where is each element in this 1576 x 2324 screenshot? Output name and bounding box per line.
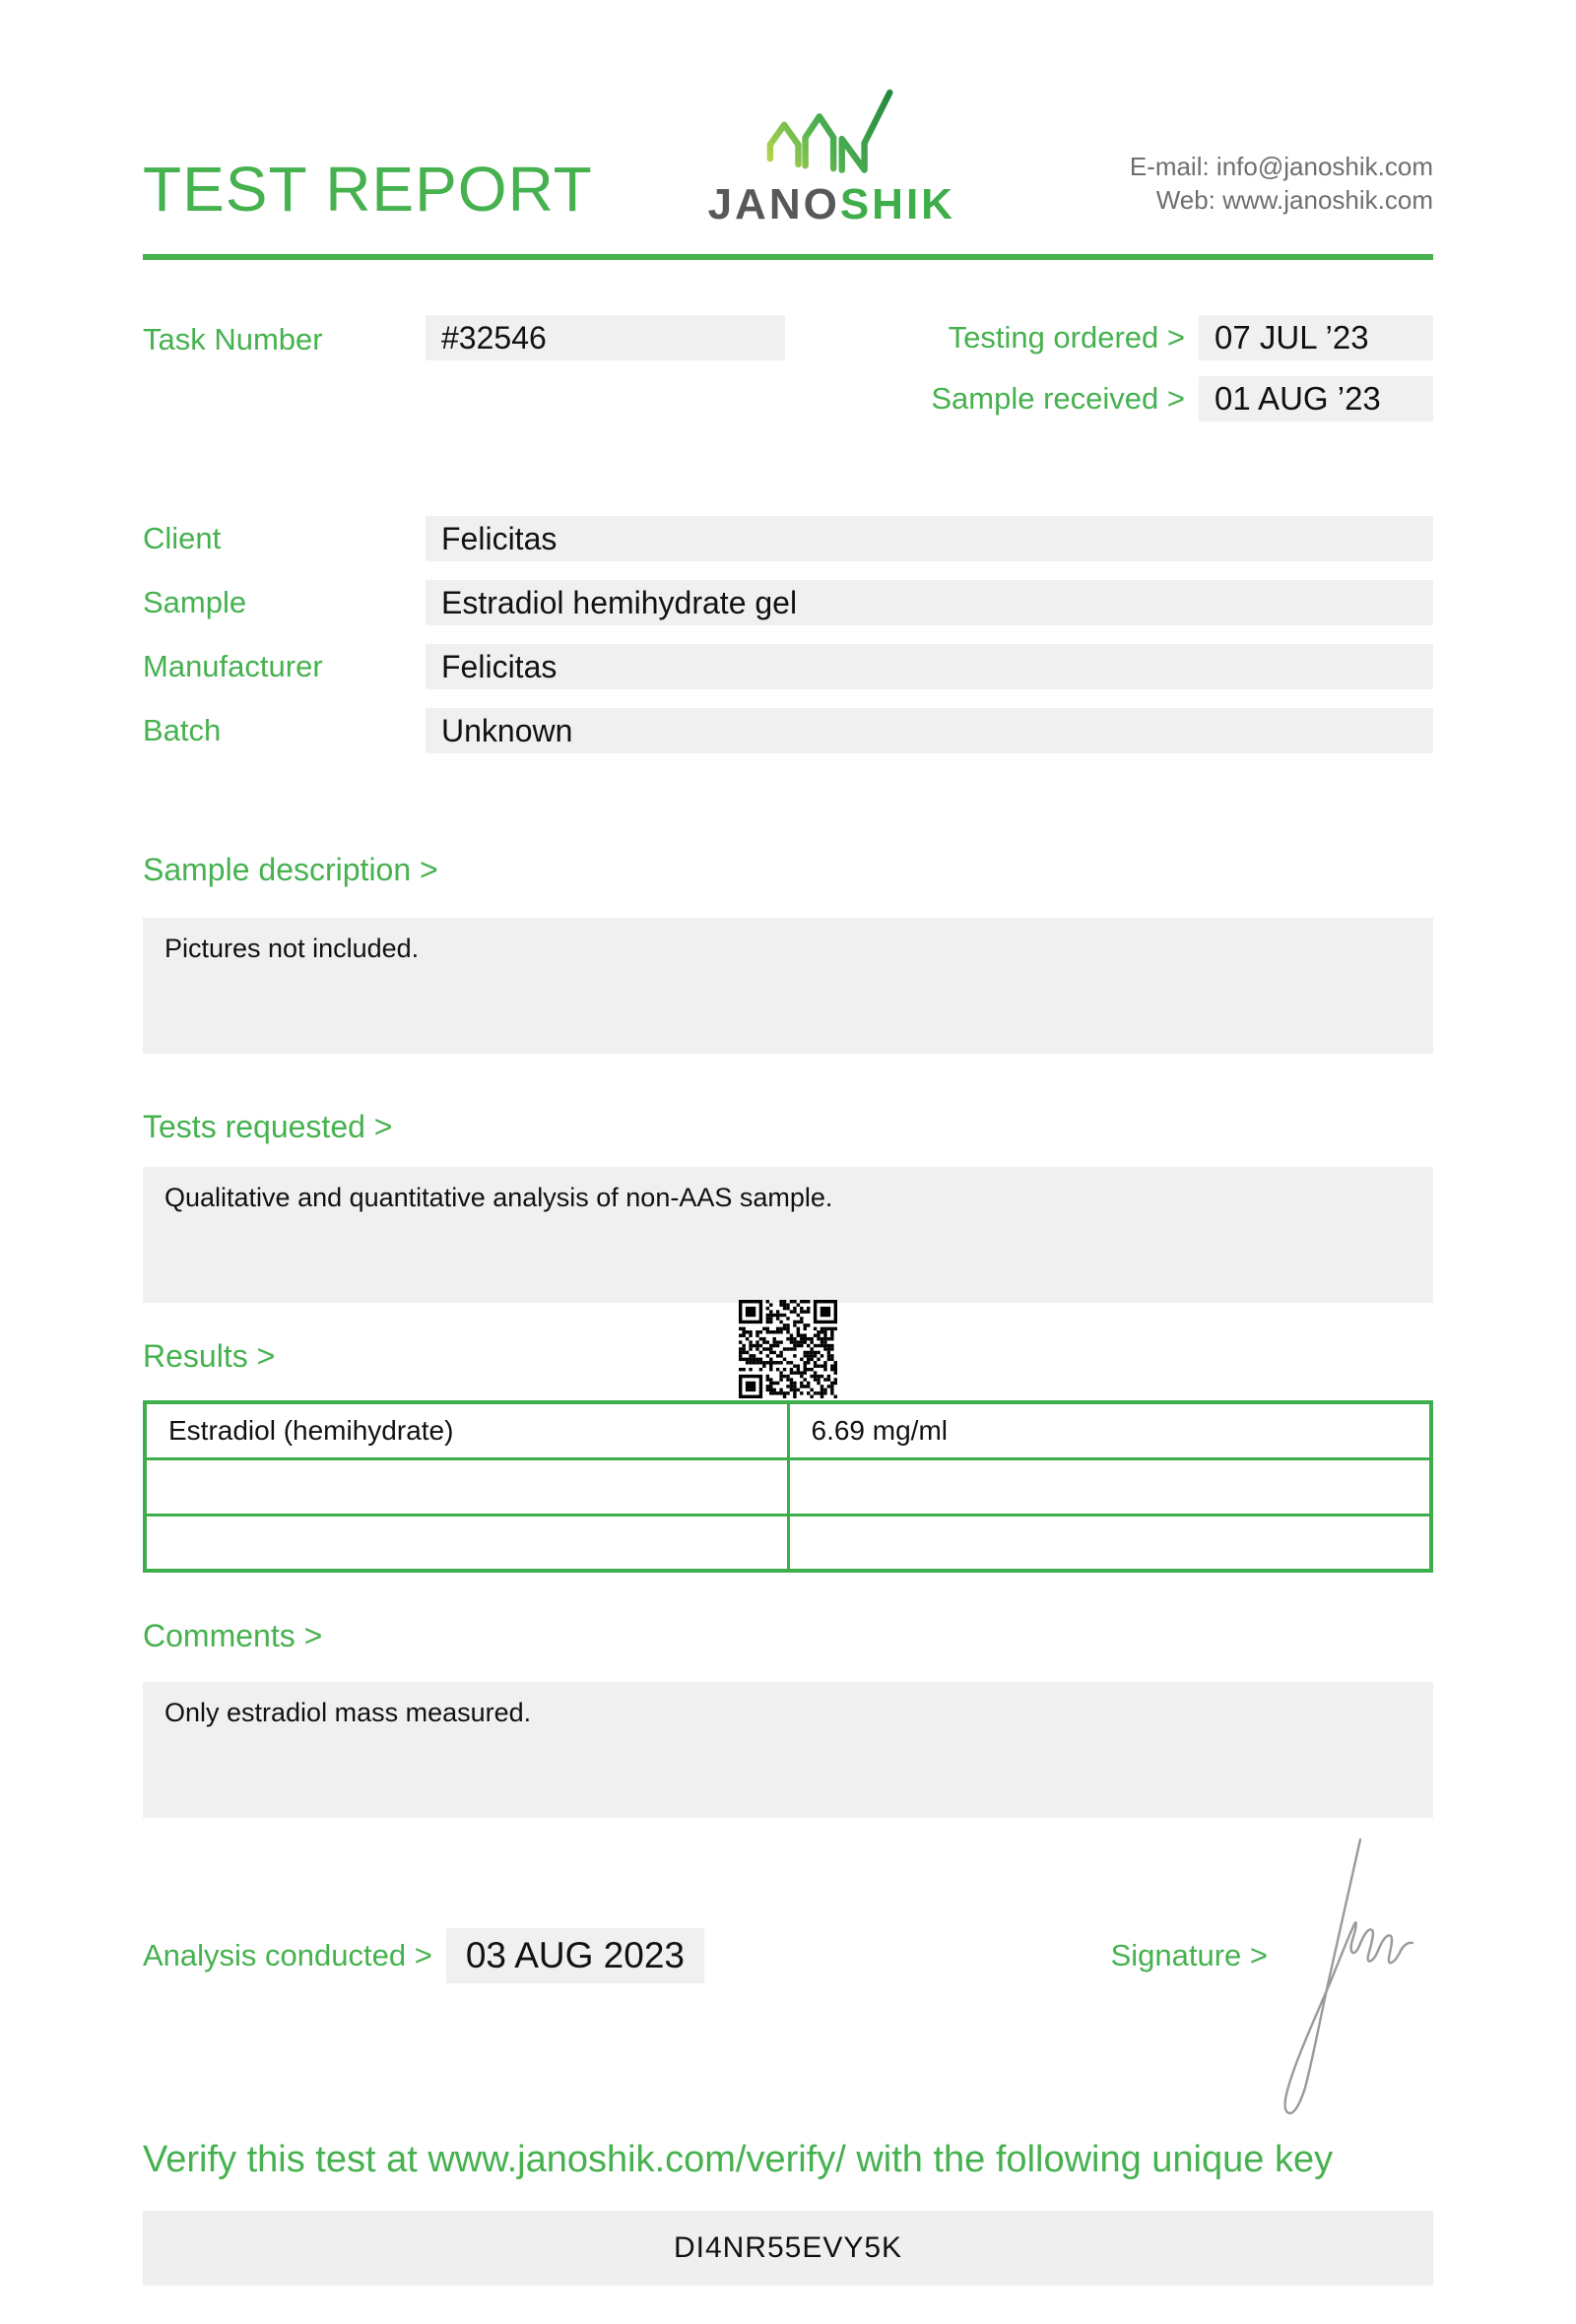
manufacturer-label: Manufacturer [143, 649, 323, 683]
manufacturer-value: Felicitas [426, 644, 1433, 689]
logo-text-shik: SHIK [839, 180, 955, 228]
comments-heading: Comments > [143, 1618, 323, 1653]
sample-received-row [931, 376, 1433, 421]
detail-row-client [143, 516, 1433, 561]
handwritten-signature [1266, 1834, 1415, 2129]
result-value-cell [788, 1458, 1431, 1515]
qr-code [739, 1300, 837, 1398]
comments-text: Only estradiol mass measured. [143, 1682, 1433, 1818]
detail-row-manufacturer [143, 644, 1433, 689]
sample-details [143, 516, 1433, 753]
signature-label: Signature > [1110, 1938, 1268, 1972]
page-title: TEST REPORT [143, 154, 593, 225]
results-heading: Results > [143, 1338, 276, 1374]
comments-section [143, 1618, 1433, 1818]
sample-value: Estradiol hemihydrate gel [426, 580, 1433, 625]
sample-description-text: Pictures not included. [143, 918, 1433, 1054]
table-row [145, 1458, 1431, 1515]
table-row [145, 1402, 1431, 1458]
testing-ordered-label: Testing ordered > [948, 320, 1185, 355]
sample-label: Sample [143, 585, 247, 619]
task-section [143, 315, 1433, 421]
contact-email: E-mail: info@janoshik.com [1129, 152, 1433, 181]
logo-wordmark [707, 180, 955, 228]
tests-requested-heading: Tests requested > [143, 1109, 393, 1144]
testing-ordered-row [931, 315, 1433, 360]
result-name-cell [145, 1515, 788, 1571]
verify-heading: Verify this test at www.janoshik.com/verify/ with the following unique key [143, 2139, 1334, 2180]
dates-column [931, 315, 1433, 421]
sample-received-label: Sample received > [931, 381, 1185, 416]
detail-row-sample [143, 580, 1433, 625]
header-divider [143, 254, 1433, 260]
logo-text-jano: JANO [707, 180, 840, 228]
table-row [145, 1515, 1431, 1571]
result-value-cell [788, 1515, 1431, 1571]
sample-description-heading: Sample description > [143, 852, 438, 887]
batch-label: Batch [143, 713, 222, 747]
batch-value: Unknown [426, 708, 1433, 753]
result-value-cell: 6.69 mg/ml [788, 1402, 1431, 1458]
testing-ordered-value: 07 JUL ’23 [1199, 315, 1433, 360]
contact-web: Web: www.janoshik.com [1155, 185, 1433, 215]
analysis-conducted-label: Analysis conducted > [143, 1938, 432, 1972]
results-section [143, 1338, 1433, 1573]
results-table [143, 1400, 1433, 1573]
task-number-value: #32546 [426, 315, 785, 360]
sample-description-section [143, 852, 1433, 1054]
task-number-label: Task Number [143, 322, 323, 356]
tests-requested-section [143, 1109, 1433, 1303]
sample-received-value: 01 AUG ’23 [1199, 376, 1433, 421]
growth-chart-icon [757, 83, 905, 181]
contact-info [1130, 150, 1433, 226]
results-table-wrap [143, 1400, 1433, 1573]
header [143, 0, 1433, 226]
client-value: Felicitas [426, 516, 1433, 561]
analysis-date-value: 03 AUG 2023 [446, 1928, 704, 1983]
tests-requested-text: Qualitative and quantitative analysis of non-AAS sample. [143, 1167, 1433, 1303]
detail-row-batch [143, 708, 1433, 753]
unique-key-value: DI4NR55EVY5K [143, 2211, 1433, 2286]
result-name-cell: Estradiol (hemihydrate) [145, 1402, 788, 1458]
analysis-signature-row [143, 1928, 1433, 1983]
janoshik-logo [708, 83, 955, 226]
result-name-cell [145, 1458, 788, 1515]
client-label: Client [143, 521, 222, 555]
